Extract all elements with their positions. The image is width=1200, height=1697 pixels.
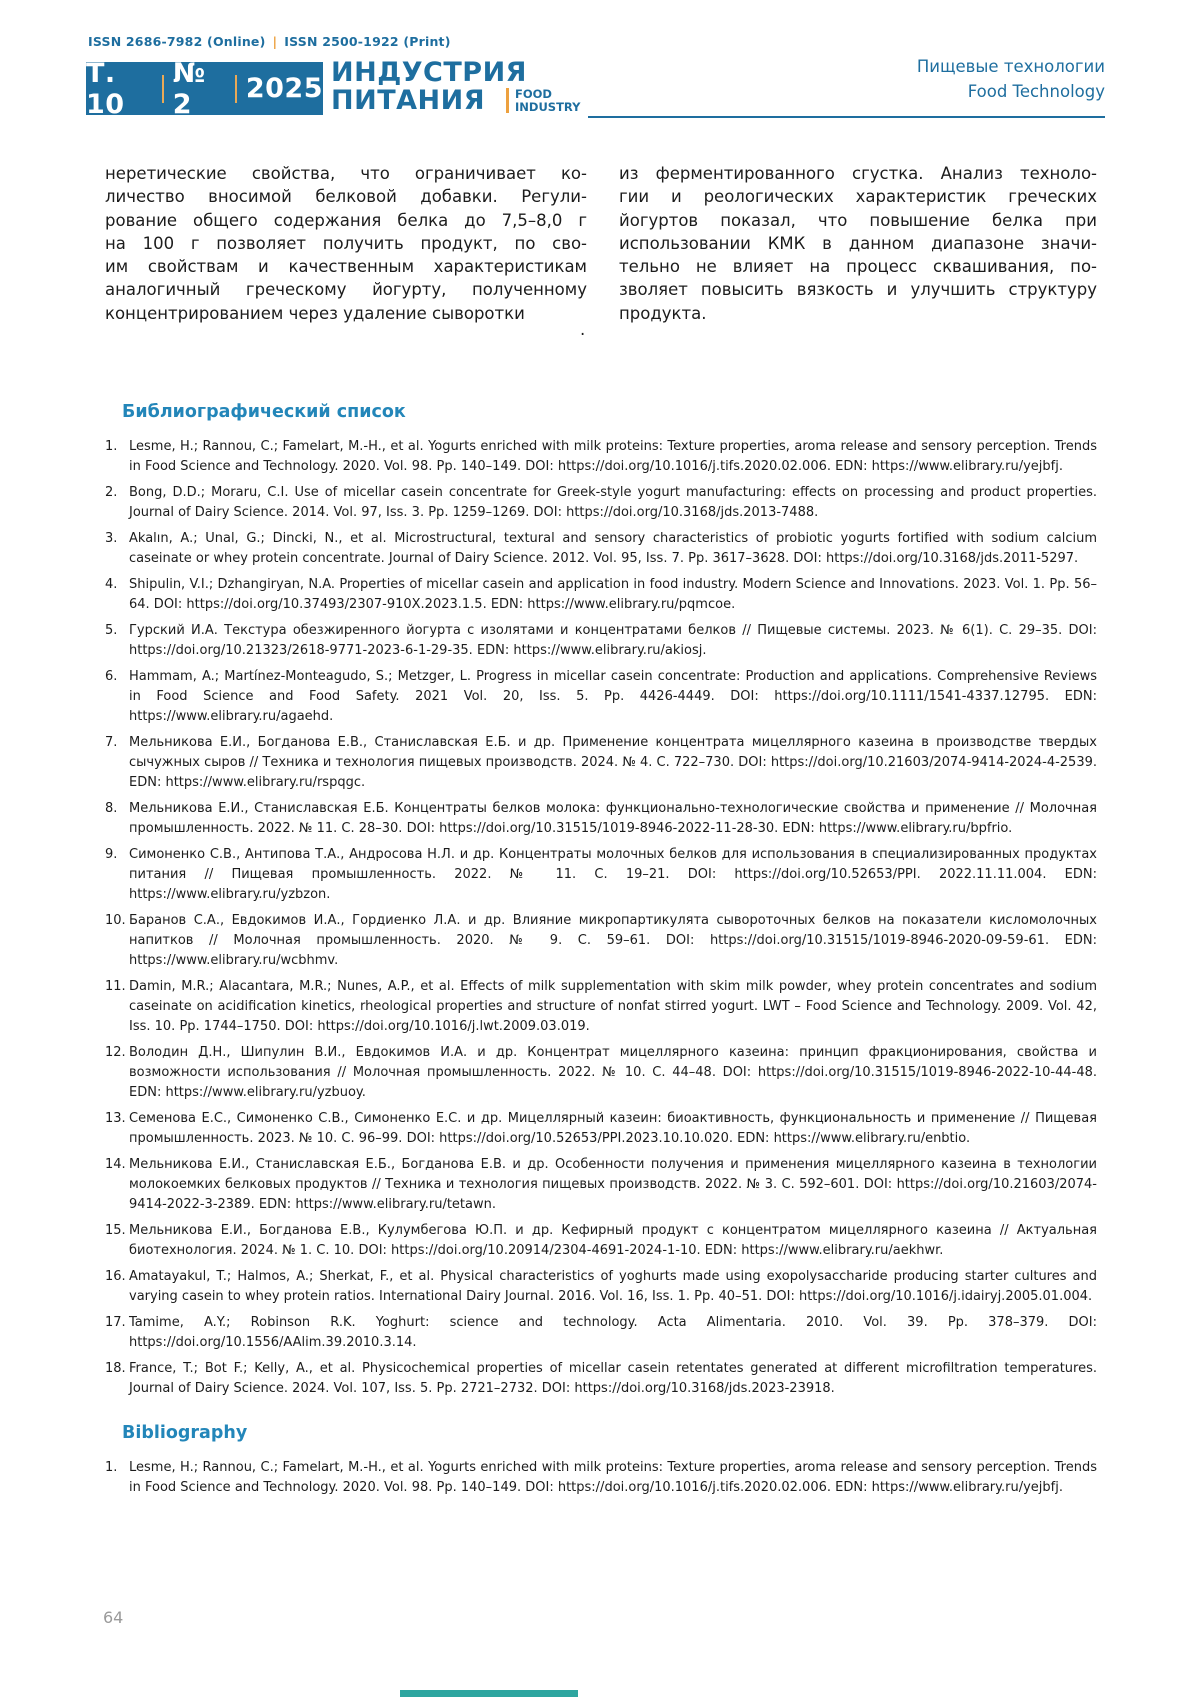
reference-item [105, 1267, 1097, 1307]
abstract-line: использовании КМК в данном диапазоне значи- [619, 233, 1097, 253]
volume-issue-badge [86, 57, 323, 120]
reference-text: Семенова Е.С., Симоненко С.В., Симоненко Е.С. и др. Мицеллярный казеин: биоактивность, функциональность и применение // Пищевая промышленность. 2023. № 10. С. 96–99. DOI: https://doi.org/10.52653/PPI.2023.10.10.020. EDN: https://www.elibrary.ru/enbtio. [129, 1111, 1097, 1146]
year-label: 2025 [245, 73, 323, 104]
issue-label: № 2 [172, 57, 206, 120]
header-rule [588, 116, 1105, 118]
reference-item [105, 1043, 1097, 1103]
section-label-ru: Пищевые технологии [916, 57, 1105, 76]
reference-item [105, 1359, 1097, 1399]
badge-divider [162, 75, 164, 103]
stray-period: . [580, 320, 586, 339]
bibliography-ru-list [105, 437, 1097, 1399]
reference-text: France, T.; Bot F.; Kelly, A., et al. Physicochemical properties of micellar casein retentates generated at different microfiltration temperatures. Journal of Dairy Science. 2024. Vol. 107, Iss. 5. Pp. 2721–2732. DOI: https://doi.org/10.3168/jds.2023-23918. [129, 1361, 1097, 1396]
reference-number: 4. [105, 577, 118, 592]
reference-text: Мельникова Е.И., Богданова Е.В., Кулумбегова Ю.П. и др. Кефирный продукт с концентратом мицеллярного казеина // Актуальная биотехнология. 2024. № 1. С. 10. DOI: https://doi.org/10.20914/2304-4691-2024-1-10. EDN: https://www.elibrary.ru/aekhwr. [129, 1223, 1097, 1258]
reference-text: Мельникова Е.И., Богданова Е.В., Станиславская Е.Б. и др. Применение концентрата мицеллярного казеина в производстве твердых сычужных сыров // Техника и технология пищевых производств. 2024. № 4. С. 722–730. DOI: https://doi.org/10.21603/2074-9414-2024-4-2539. EDN: https://www.elibrary.ru/rspqgc. [129, 735, 1097, 790]
reference-item [105, 911, 1097, 971]
journal-title-ru-line1: ИНДУСТРИЯ [331, 57, 527, 88]
reference-text: Гурский И.А. Текстура обезжиренного йогурта с изолятами и концентратами белков // Пищевые системы. 2023. № 6(1). С. 29–35. DOI: https://doi.org/10.21323/2618-9771-2023-6-1-29-35. EDN: https://www.elibrary.ru/akiosj. [129, 623, 1097, 658]
reference-number: 7. [105, 735, 118, 750]
abstract-line: им свойствам и качественным характеристикам [105, 257, 587, 277]
reference-number: 1. [105, 439, 118, 454]
reference-text: Bong, D.D.; Moraru, C.I. Use of micellar casein concentrate for Greek-style yogurt manufacturing: effects on processing and product properties. Journal of Dairy Science. 2014. Vol. 97, Iss. 3. Pp. 1259–1269. DOI: https://doi.org/10.3168/jds.2013-7488. [129, 485, 1097, 520]
reference-item [105, 437, 1097, 477]
reference-item [105, 845, 1097, 905]
abstract-line: аналогичный греческому йогурту, полученному [105, 280, 587, 300]
bibliography-en-list [105, 1458, 1097, 1498]
issn-line [88, 34, 451, 49]
volume-label: Т. 10 [86, 57, 125, 120]
abstract-line: продукта. [619, 303, 707, 323]
reference-item [105, 529, 1097, 569]
reference-item [105, 1155, 1097, 1215]
reference-item [105, 799, 1097, 839]
reference-text: Володин Д.Н., Шипулин В.И., Евдокимов И.А. и др. Концентрат мицеллярного казеина: принцип фракционирования, свойства и возможности использования // Молочная промышленность. 2022. № 10. С. 44–48. DOI: https://doi.org/10.31515/1019-8946-2022-10-44-48. EDN: https://www.elibrary.ru/yzbuoy. [129, 1045, 1097, 1100]
reference-number: 1. [105, 1460, 118, 1475]
journal-title-en [506, 88, 580, 113]
reference-number: 16. [105, 1269, 126, 1284]
badge-divider [235, 75, 237, 103]
section-label-en: Food Technology [967, 82, 1105, 101]
reference-number: 13. [105, 1111, 126, 1126]
reference-text: Akalın, A.; Unal, G.; Dincki, N., et al. Microstructural, textural and sensory characteristics of probiotic yogurts fortified with sodium calcium caseinate or whey protein concentrate. Journal of Dairy Science. 2012. Vol. 95, Iss. 7. Pp. 3617–3628. DOI: https://doi.org/10.3168/jds.2011-5297. [129, 531, 1097, 566]
reference-number: 6. [105, 669, 118, 684]
abstract-column-right [619, 162, 1097, 325]
reference-number: 11. [105, 979, 126, 994]
reference-item [105, 1313, 1097, 1353]
abstract-line: рование общего содержания белка до 7,5–8,0 г [105, 210, 587, 230]
reference-item [105, 733, 1097, 793]
issn-separator: | [272, 34, 278, 49]
reference-item [105, 1221, 1097, 1261]
page-number: 64 [103, 1608, 124, 1627]
reference-number: 8. [105, 801, 118, 816]
bibliography-en-heading: Bibliography [122, 1423, 248, 1443]
reference-item [105, 621, 1097, 661]
journal-title-ru [331, 59, 527, 115]
reference-number: 9. [105, 847, 118, 862]
reference-number: 12. [105, 1045, 126, 1060]
reference-text: Lesme, H.; Rannou, C.; Famelart, M.-H., et al. Yogurts enriched with milk proteins: Texture properties, aroma release and sensory perception. Trends in Food Science and Technology. 2020. Vol. 98. Pp. 140–149. DOI: https://doi.org/10.1016/j.tifs.2020.02.006. EDN: https://www.elibrary.ru/yejbfj. [129, 1460, 1097, 1495]
abstract-line: гии и реологических характеристик греческих [619, 187, 1097, 207]
reference-item [105, 667, 1097, 727]
journal-title-ru-line2: ПИТАНИЯ [331, 85, 485, 116]
issn-print: ISSN 2500-1922 (Print) [284, 34, 451, 49]
reference-text: Мельникова Е.И., Станиславская Е.Б., Богданова Е.В. и др. Особенности получения и применения мицеллярного казеина в технологии молокоемких белковых продуктов // Техника и технология пищевых производств. 2022. № 3. С. 592–601. DOI: https://doi.org/10.21603/2074-9414-2022-3-2389. EDN: https://www.elibrary.ru/tetawn. [129, 1157, 1097, 1212]
abstract-column-left [105, 162, 587, 325]
reference-item [105, 1109, 1097, 1149]
reference-number: 15. [105, 1223, 126, 1238]
abstract-line: неретические свойства, что ограничивает ко- [105, 164, 587, 183]
reference-number: 5. [105, 623, 118, 638]
journal-title-en-line2: INDUSTRY [515, 99, 581, 114]
bibliography-ru-heading: Библиографический список [122, 402, 406, 422]
issn-online: ISSN 2686-7982 (Online) [88, 34, 266, 49]
reference-number: 14. [105, 1157, 126, 1172]
reference-item [105, 1458, 1097, 1498]
abstract-line: личество вносимой белковой добавки. Регули- [105, 187, 587, 207]
abstract-line: тельно не влияет на процесс сквашивания, по- [619, 257, 1097, 277]
reference-number: 3. [105, 531, 118, 546]
reference-text: Мельникова Е.И., Станиславская Е.Б. Концентраты белков молока: функционально-технологические свойства и применение // Молочная промышленность. 2022. № 11. С. 28–30. DOI: https://doi.org/10.31515/1019-8946-2022-11-28-30. EDN: https://www.elibrary.ru/bpfrio. [129, 801, 1097, 836]
reference-text: Tamime, A.Y.; Robinson R.K. Yoghurt: science and technology. Acta Alimentaria. 2010. Vol. 39. Pp. 378–379. DOI: https://doi.org/10.1556/AAlim.39.2010.3.14. [129, 1315, 1097, 1350]
abstract-line: йогуртов показал, что повышение белка при [619, 210, 1097, 230]
footer-accent-bar [400, 1690, 578, 1697]
reference-number: 10. [105, 913, 126, 928]
reference-text: Симоненко С.В., Антипова Т.А., Андросова Н.Л. и др. Концентраты молочных белков для использования в специализированных продуктах питания // Пищевая промышленность. 2022. № 11. С. 19–21. DOI: https://doi.org/10.52653/PPI. 2022.11.11.004. EDN: https://www.elibrary.ru/yzbzon. [129, 847, 1097, 902]
reference-item [105, 977, 1097, 1037]
reference-text: Amatayakul, T.; Halmos, A.; Sherkat, F., et al. Physical characteristics of yoghurts made using exopolysaccharide producing starter cultures and varying casein to whey protein ratios. International Dairy Journal. 2016. Vol. 16, Iss. 1. Pp. 40–51. DOI: https://doi.org/10.1016/j.idairyj.2005.01.004. [129, 1269, 1097, 1304]
reference-number: 2. [105, 485, 118, 500]
abstract-line: на 100 г позволяет получить продукт, по сво- [105, 233, 587, 253]
journal-title-en-line1: FOOD [515, 87, 552, 101]
reference-text: Lesme, H.; Rannou, C.; Famelart, M.-H., et al. Yogurts enriched with milk proteins: Texture properties, aroma release and sensory perception. Trends in Food Science and Technology. 2020. Vol. 98. Pp. 140–149. DOI: https://doi.org/10.1016/j.tifs.2020.02.006. EDN: https://www.elibrary.ru/yejbfj. [129, 439, 1097, 474]
reference-text: Hammam, A.; Martínez-Monteagudo, S.; Metzger, L. Progress in micellar casein concentrate: Production and applications. Comprehensive Reviews in Food Science and Food Safety. 2021 Vol. 20, Iss. 5. Pp. 4426-4449. DOI: https://doi.org/10.1111/1541-4337.12795. EDN: https://www.elibrary.ru/agaehd. [129, 669, 1097, 724]
abstract-line: концентрированием через удаление сыворотки [105, 303, 525, 323]
reference-item [105, 483, 1097, 523]
reference-item [105, 575, 1097, 615]
bibliography-block [105, 402, 1097, 1504]
abstract-line: из ферментированного сгустка. Анализ техноло- [619, 164, 1097, 183]
reference-text: Damin, M.R.; Alacantara, M.R.; Nunes, A.P., et al. Effects of milk supplementation with skim milk powder, whey protein concentrates and sodium caseinate on acidification kinetics, rheological properties and structure of nonfat stirred yogurt. LWT – Food Science and Technology. 2009. Vol. 42, Iss. 10. Pp. 1744–1750. DOI: https://doi.org/10.1016/j.lwt.2009.03.019. [129, 979, 1097, 1034]
abstract-line: зволяет повысить вязкость и улучшить структуру [619, 280, 1097, 300]
reference-text: Shipulin, V.I.; Dzhangiryan, N.A. Properties of micellar casein and application in food industry. Modern Science and Innovations. 2023. Vol. 1. Pp. 56–64. DOI: https://doi.org/10.37493/2307-910X.2023.1.5. EDN: https://www.elibrary.ru/pqmcoe. [129, 577, 1097, 612]
reference-number: 18. [105, 1361, 126, 1376]
reference-number: 17. [105, 1315, 126, 1330]
section-label [917, 54, 1105, 104]
reference-text: Баранов С.А., Евдокимов И.А., Гордиенко Л.А. и др. Влияние микропартикулята сывороточных белков на показатели кисломолочных напитков // Молочная промышленность. 2020. № 9. С. 59–61. DOI: https://doi.org/10.31515/1019-8946-2020-09-59-61. EDN: https://www.elibrary.ru/wcbhmv. [129, 913, 1097, 968]
